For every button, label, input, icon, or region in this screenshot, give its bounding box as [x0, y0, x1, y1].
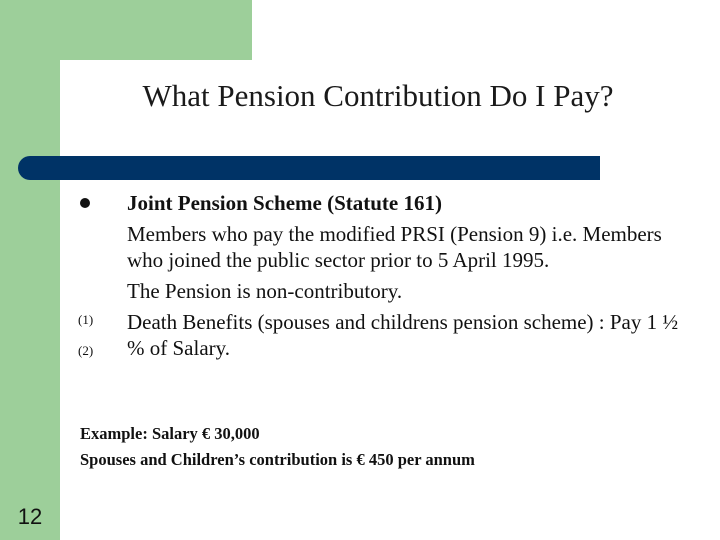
page-number: 12 [17, 504, 43, 529]
slide-body [127, 190, 687, 361]
example-contribution: Spouses and Children’s contribution is € 450 per annum [80, 450, 475, 469]
slide-title: What Pension Contribution Do I Pay? [142, 78, 614, 113]
scheme-heading: Joint Pension Scheme (Statute 161) [127, 191, 442, 215]
list-marker-1: (1) [78, 312, 94, 327]
list-marker-2: (2) [78, 343, 94, 358]
example-salary: Example: Salary € 30,000 [80, 424, 260, 443]
list-item-1: The Pension is non-contributory. [127, 279, 403, 303]
scheme-intro: Members who pay the modified PRSI (Pension 9) i.e. Members who joined the public sector prior to 5 April 1995. [127, 222, 662, 272]
bullet-icon [80, 198, 90, 208]
example-block [80, 421, 475, 473]
green-sidebar [0, 0, 60, 540]
title-divider-bar [18, 156, 600, 180]
list-item-2: Death Benefits (spouses and childrens pension scheme) : Pay 1 ½ % of Salary. [127, 310, 679, 360]
